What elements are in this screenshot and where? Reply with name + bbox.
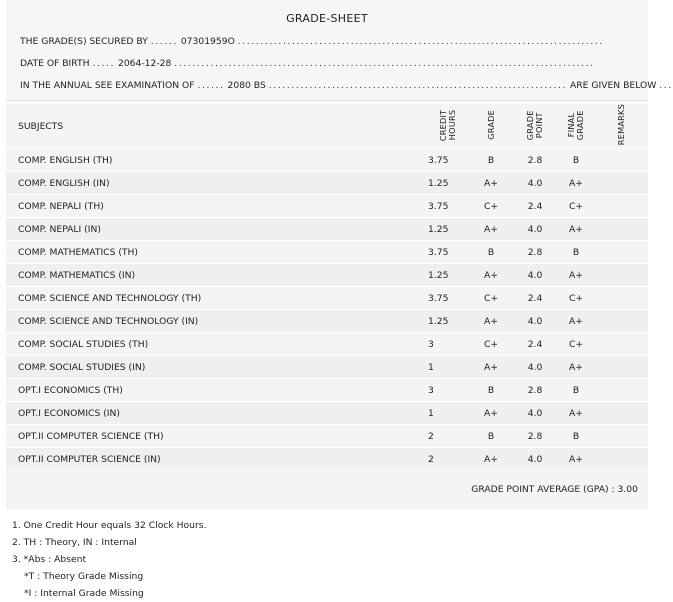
grade-cell: C+ bbox=[469, 287, 513, 310]
credit-cell: 1.25 bbox=[426, 264, 469, 287]
final-grade-cell: C+ bbox=[557, 195, 595, 218]
table-row bbox=[6, 425, 648, 448]
remarks-cell bbox=[595, 218, 648, 241]
subject-cell: COMP. NEPALI (IN) bbox=[6, 218, 426, 241]
final-grade-cell: C+ bbox=[557, 287, 595, 310]
subject-cell: COMP. SCIENCE AND TECHNOLOGY (IN) bbox=[6, 310, 426, 333]
footnote-item: 1. One Credit Hour equals 32 Clock Hours. bbox=[12, 520, 207, 531]
credit-cell: 1 bbox=[426, 402, 469, 425]
credit-cell: 3 bbox=[426, 379, 469, 402]
exam-label: IN THE ANNUAL SEE EXAMINATION OF bbox=[20, 80, 195, 91]
credit-cell: 3.75 bbox=[426, 287, 469, 310]
credit-cell: 2 bbox=[426, 448, 469, 471]
subject-cell: OPT.II COMPUTER SCIENCE (IN) bbox=[6, 448, 426, 471]
credit-cell: 3.75 bbox=[426, 241, 469, 264]
final-grade-cell: C+ bbox=[557, 333, 595, 356]
gpa-value: GRADE POINT AVERAGE (GPA) : 3.00 bbox=[471, 484, 638, 495]
grade-cell: A+ bbox=[469, 218, 513, 241]
header-credit-hours: CREDIT HOURS bbox=[426, 104, 469, 149]
dob-line: DATE OF BIRTH ..... 2064-12-28 ............................................................................................. bbox=[20, 58, 595, 69]
table-row bbox=[6, 241, 648, 264]
footnotes bbox=[12, 517, 206, 602]
exam-suffix: ARE GIVEN BELOW bbox=[569, 80, 657, 91]
grade-cell: C+ bbox=[469, 195, 513, 218]
final-grade-cell: B bbox=[557, 379, 595, 402]
table-row bbox=[6, 356, 648, 379]
table-header-row bbox=[6, 104, 648, 149]
table-row bbox=[6, 195, 648, 218]
remarks-cell bbox=[595, 172, 648, 195]
grade-cell: A+ bbox=[469, 172, 513, 195]
footnote-item: 2. TH : Theory, IN : Internal bbox=[12, 537, 137, 548]
remarks-cell bbox=[595, 264, 648, 287]
remarks-cell bbox=[595, 149, 648, 172]
remarks-cell bbox=[595, 310, 648, 333]
table-row bbox=[6, 402, 648, 425]
grade-cell: A+ bbox=[469, 264, 513, 287]
grade-point-cell: 4.0 bbox=[513, 448, 557, 471]
final-grade-cell: A+ bbox=[557, 448, 595, 471]
grade-point-cell: 2.8 bbox=[513, 149, 557, 172]
grade-cell: A+ bbox=[469, 310, 513, 333]
table-row bbox=[6, 264, 648, 287]
secured-by-label: THE GRADE(S) SECURED BY bbox=[20, 36, 148, 47]
final-grade-cell: A+ bbox=[557, 356, 595, 379]
header-subjects: SUBJECTS bbox=[6, 104, 426, 149]
subject-cell: COMP. SOCIAL STUDIES (IN) bbox=[6, 356, 426, 379]
grade-point-cell: 4.0 bbox=[513, 264, 557, 287]
secured-by-value: 07301959O bbox=[180, 36, 235, 47]
header-remarks: REMARKS bbox=[595, 104, 648, 149]
remarks-cell bbox=[595, 333, 648, 356]
table-row bbox=[6, 379, 648, 402]
grade-point-cell: 2.8 bbox=[513, 241, 557, 264]
credit-cell: 3.75 bbox=[426, 195, 469, 218]
header-final-grade: FINAL GRADE bbox=[557, 104, 595, 149]
grade-cell: B bbox=[469, 425, 513, 448]
grade-point-cell: 4.0 bbox=[513, 218, 557, 241]
credit-cell: 3.75 bbox=[426, 149, 469, 172]
grade-cell: B bbox=[469, 379, 513, 402]
grades-table bbox=[6, 104, 648, 471]
grade-cell: A+ bbox=[469, 448, 513, 471]
table-row bbox=[6, 333, 648, 356]
grade-point-cell: 4.0 bbox=[513, 402, 557, 425]
exam-value: 2080 BS bbox=[227, 80, 266, 91]
dob-value: 2064-12-28 bbox=[117, 58, 172, 69]
footnote-item: *T : Theory Grade Missing bbox=[24, 571, 144, 582]
grade-point-cell: 2.8 bbox=[513, 425, 557, 448]
grade-cell: B bbox=[469, 149, 513, 172]
subject-cell: OPT.II COMPUTER SCIENCE (TH) bbox=[6, 425, 426, 448]
credit-cell: 1.25 bbox=[426, 218, 469, 241]
subject-cell: COMP. MATHEMATICS (TH) bbox=[6, 241, 426, 264]
subject-cell: COMP. SOCIAL STUDIES (TH) bbox=[6, 333, 426, 356]
secured-by-line: THE GRADE(S) SECURED BY ...... 07301959O ................................................................................. bbox=[20, 36, 604, 47]
remarks-cell bbox=[595, 195, 648, 218]
subject-cell: COMP. MATHEMATICS (IN) bbox=[6, 264, 426, 287]
grade-cell: B bbox=[469, 241, 513, 264]
table-row bbox=[6, 287, 648, 310]
subject-cell: COMP. ENGLISH (IN) bbox=[6, 172, 426, 195]
header-grade-point: GRADE POINT bbox=[513, 104, 557, 149]
final-grade-cell: A+ bbox=[557, 310, 595, 333]
exam-line: IN THE ANNUAL SEE EXAMINATION OF ...... 2080 BS .................................................................. ARE GIVEN BELOW ... bbox=[20, 80, 673, 91]
gpa-panel bbox=[6, 466, 648, 510]
final-grade-cell: A+ bbox=[557, 402, 595, 425]
subject-cell: COMP. SCIENCE AND TECHNOLOGY (TH) bbox=[6, 287, 426, 310]
grade-cell: A+ bbox=[469, 356, 513, 379]
grade-point-cell: 2.4 bbox=[513, 287, 557, 310]
final-grade-cell: B bbox=[557, 425, 595, 448]
remarks-cell bbox=[595, 425, 648, 448]
page-title: GRADE-SHEET bbox=[286, 12, 368, 25]
remarks-cell bbox=[595, 356, 648, 379]
grade-point-cell: 4.0 bbox=[513, 310, 557, 333]
table-row bbox=[6, 149, 648, 172]
credit-cell: 3 bbox=[426, 333, 469, 356]
grade-point-cell: 4.0 bbox=[513, 356, 557, 379]
final-grade-cell: A+ bbox=[557, 264, 595, 287]
grade-point-cell: 4.0 bbox=[513, 172, 557, 195]
footnote-item: *I : Internal Grade Missing bbox=[24, 588, 144, 599]
footnote-item: 3. *Abs : Absent bbox=[12, 554, 87, 565]
subject-cell: COMP. NEPALI (TH) bbox=[6, 195, 426, 218]
table-row bbox=[6, 218, 648, 241]
grade-cell: A+ bbox=[469, 402, 513, 425]
dob-label: DATE OF BIRTH bbox=[20, 58, 90, 69]
credit-cell: 2 bbox=[426, 425, 469, 448]
grade-cell: C+ bbox=[469, 333, 513, 356]
remarks-cell bbox=[595, 241, 648, 264]
table-row bbox=[6, 310, 648, 333]
final-grade-cell: B bbox=[557, 149, 595, 172]
credit-cell: 1 bbox=[426, 356, 469, 379]
final-grade-cell: B bbox=[557, 241, 595, 264]
grade-point-cell: 2.8 bbox=[513, 379, 557, 402]
credit-cell: 1.25 bbox=[426, 310, 469, 333]
remarks-cell bbox=[595, 402, 648, 425]
credit-cell: 1.25 bbox=[426, 172, 469, 195]
subject-cell: OPT.I ECONOMICS (IN) bbox=[6, 402, 426, 425]
grade-point-cell: 2.4 bbox=[513, 195, 557, 218]
table-row bbox=[6, 172, 648, 195]
subject-cell: OPT.I ECONOMICS (TH) bbox=[6, 379, 426, 402]
remarks-cell bbox=[595, 287, 648, 310]
final-grade-cell: A+ bbox=[557, 172, 595, 195]
subject-cell: COMP. ENGLISH (TH) bbox=[6, 149, 426, 172]
final-grade-cell: A+ bbox=[557, 218, 595, 241]
header-grade: GRADE bbox=[469, 104, 513, 149]
remarks-cell bbox=[595, 379, 648, 402]
grade-point-cell: 2.4 bbox=[513, 333, 557, 356]
